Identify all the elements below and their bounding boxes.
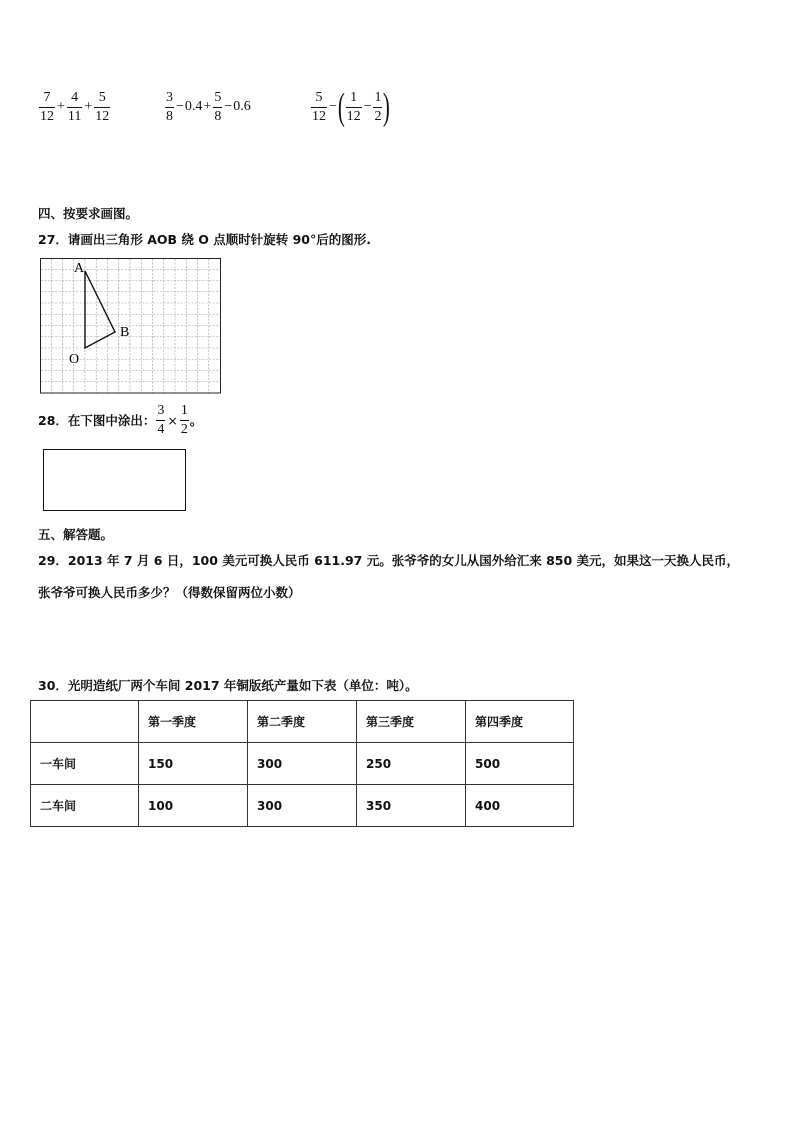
table-header-cell: 第三季度 — [357, 701, 466, 743]
production-table — [30, 700, 574, 827]
term: 0.4 — [184, 99, 203, 114]
q28-suffix: 。 — [189, 413, 203, 428]
fraction: $\frac{1}{2}$ — [180, 402, 188, 437]
operator: − — [176, 99, 184, 114]
table-cell: 二车间 — [31, 785, 139, 827]
table-row — [31, 743, 574, 785]
expression-2 — [164, 84, 251, 130]
fraction: $\frac{1}{12}$ — [346, 89, 361, 124]
table-header-cell: 第二季度 — [248, 701, 357, 743]
right-paren: ) — [383, 86, 391, 128]
operator: + — [84, 99, 93, 114]
operator: − — [224, 99, 233, 114]
operator: + — [57, 99, 65, 114]
table-cell: 250 — [357, 743, 466, 785]
triangle-aob — [85, 271, 115, 348]
section-4-title: 四、按要求画图。 — [38, 206, 139, 221]
table-cell: 150 — [139, 743, 248, 785]
table-header-cell — [31, 701, 139, 743]
label-o: O — [69, 352, 80, 367]
table-header-cell: 第四季度 — [466, 701, 574, 743]
fraction: $\frac{3}{4}$ — [157, 402, 165, 437]
question-29-line-2: 张爷爷可换人民币多少？（得数保留两位小数） — [38, 585, 301, 600]
question-28-text — [38, 401, 202, 439]
fraction: $\frac{5}{12}$ — [95, 89, 110, 124]
table-cell: 350 — [357, 785, 466, 827]
shading-rectangle[interactable] — [43, 449, 186, 511]
table-cell: 300 — [248, 785, 357, 827]
expression-1 — [38, 84, 111, 130]
fraction: $\frac{5}{12}$ — [312, 89, 326, 124]
fraction: $\frac{3}{8}$ — [166, 89, 173, 124]
operator: + — [203, 99, 212, 114]
fraction: $\frac{7}{12}$ — [40, 89, 54, 124]
table-header-cell: 第一季度 — [139, 701, 248, 743]
fraction: $\frac{5}{8}$ — [214, 89, 222, 124]
fraction: $\frac{4}{11}$ — [67, 89, 82, 124]
fraction: $\frac{1}{2}$ — [374, 89, 382, 124]
grid-lines — [41, 259, 221, 393]
question-27-text: 27．请画出三角形 AOB 绕 O 点顺时针旋转 90°后的图形. — [38, 232, 372, 247]
table-cell: 500 — [466, 743, 574, 785]
question-30-text: 30．光明造纸厂两个车间 2017 年铜版纸产量如下表（单位：吨）。 — [38, 678, 418, 693]
q28-prefix: 28．在下图中涂出： — [38, 413, 156, 428]
table-cell: 100 — [139, 785, 248, 827]
section-5-title: 五、解答题。 — [38, 527, 114, 542]
table-cell: 一车间 — [31, 743, 139, 785]
label-b: B — [120, 325, 130, 340]
table-cell: 400 — [466, 785, 574, 827]
label-a: A — [74, 261, 85, 276]
term: 0.6 — [233, 99, 251, 114]
left-paren: ( — [337, 86, 345, 128]
rotation-grid-figure — [40, 258, 222, 394]
expression-3 — [310, 84, 390, 130]
table-header-row — [31, 701, 574, 743]
times-operator: × — [167, 412, 178, 428]
operator: − — [329, 99, 337, 114]
question-29-line-1: 29．2013 年 7 月 6 日，100 美元可换人民币 611.97 元。张爷爷的女儿从国外给汇来 850 美元，如果这一天换人民币， — [38, 553, 740, 568]
table-row — [31, 785, 574, 827]
table-cell: 300 — [248, 743, 357, 785]
operator: − — [363, 99, 372, 114]
